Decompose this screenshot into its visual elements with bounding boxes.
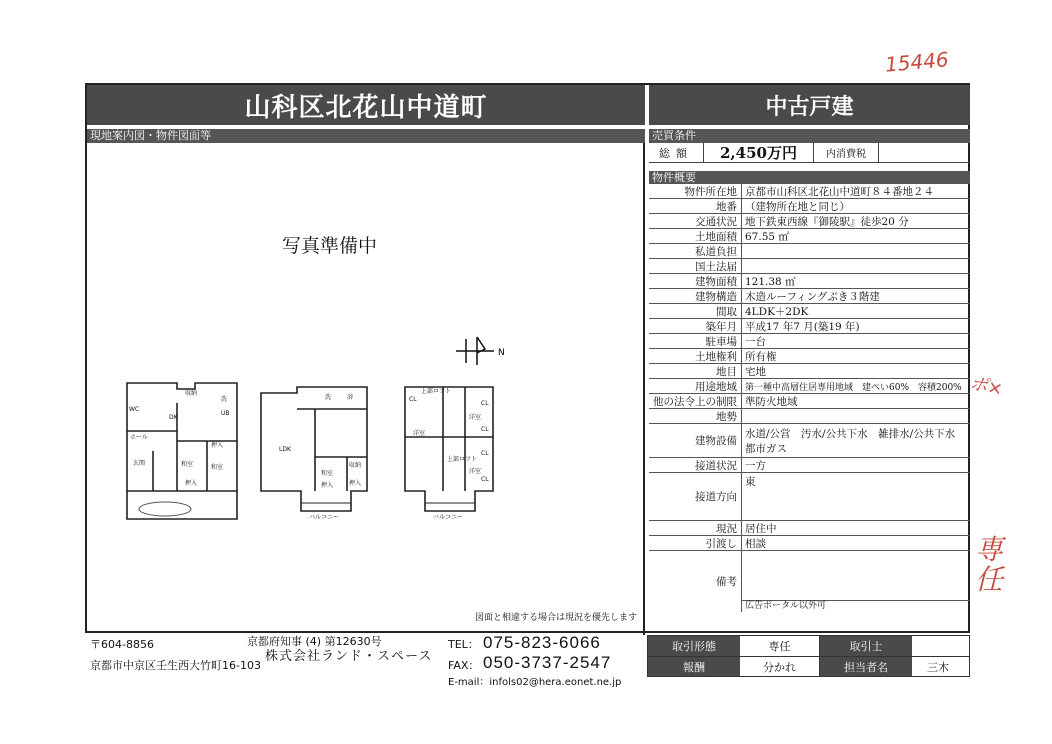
spec-row-other-law [649, 394, 970, 409]
plan-label: 押入 [211, 442, 224, 449]
spec-label: 地番 [649, 199, 742, 213]
plan-label: 収納 [185, 390, 198, 397]
plan-label: CL [481, 450, 489, 457]
transaction-row [648, 656, 969, 676]
plan-label: WC [129, 406, 140, 413]
spec-label: 引渡し [649, 536, 742, 550]
spec-value: 相談 [745, 537, 766, 550]
property-location-title: 山科区北花山中道町 [87, 85, 645, 125]
spec-value [742, 244, 970, 258]
compass-north-label: N [498, 348, 505, 358]
spec-label: 私道負担 [649, 244, 742, 258]
spec-row-access [649, 214, 970, 229]
facilities-line: 水道/公営 汚水/公共下水 雑排水/公共下水 [745, 427, 956, 440]
plan-label: 和室 [211, 464, 224, 471]
spec-row-land-area [649, 229, 970, 244]
disclaimer-text: 図面と相違する場合は現況を優先します [474, 613, 637, 623]
remarks-note: 広告ポータル以外可 [742, 600, 970, 612]
plan-label: 押入 [185, 480, 198, 487]
license-number: 京都府知事 (4) 第12630号 [247, 635, 382, 648]
tel-label: TEL： [448, 638, 479, 651]
fax-number: 050-3737-2547 [483, 653, 612, 672]
spec-label: 土地面積 [649, 229, 742, 243]
plan-label: 玄関 [133, 460, 146, 467]
spec-value: 準防火地域 [745, 395, 798, 408]
spec-value: 東 [745, 476, 756, 488]
handwritten-exclusive-note: 専任 [975, 533, 1004, 596]
plan-label: CL [481, 400, 489, 407]
spec-value [742, 551, 970, 612]
spec-value: 一方 [745, 459, 766, 472]
spec-row-land-law [649, 259, 970, 274]
spec-label: 建物構造 [649, 289, 742, 303]
spec-value: 67.55 ㎡ [745, 230, 789, 243]
spec-label: 建物設備 [649, 424, 742, 457]
spec-row-parking [649, 334, 970, 349]
plan-label: 洋室 [469, 414, 482, 421]
price-row [649, 143, 970, 163]
plan-label: 押入 [349, 480, 362, 487]
price-label: 総額 [649, 143, 704, 162]
spec-value: 京都市山科区北花山中道町８４番地２４ [745, 185, 934, 198]
staff-label: 担当者名 [820, 657, 912, 676]
handwritten-note: ポ× [967, 372, 1005, 401]
plan-label: 上部ロフト [421, 388, 452, 395]
map-and-plans-area [87, 143, 645, 635]
plan-label: 浴 [347, 394, 354, 401]
spec-value: （建物所在地と同じ） [745, 200, 850, 213]
spec-label: 用途地域 [649, 379, 742, 393]
spec-row-road-status [649, 458, 970, 473]
transaction-form-value: 専任 [740, 636, 820, 656]
spec-value: 地下鉄東西線『御陵駅』徒歩20 分 [745, 215, 909, 228]
overview-section-header: 物件概要 [649, 171, 970, 184]
spec-label: 物件所在地 [649, 184, 742, 198]
company-address: 京都市中京区壬生西大竹町16-103 [90, 659, 261, 672]
spec-row-handover [649, 536, 970, 551]
spec-label: 地目 [649, 364, 742, 378]
spec-row-road-direction [649, 473, 970, 521]
spec-label: 他の法令上の制限 [649, 394, 742, 408]
conditions-section-header: 売買条件 [649, 129, 970, 143]
spec-label: 備考 [649, 551, 742, 612]
spec-row-current [649, 521, 970, 536]
handwritten-number: 15446 [884, 47, 950, 77]
price-value: 2,450万円 [704, 143, 814, 162]
spec-row-facilities [649, 424, 970, 458]
spec-value [742, 424, 970, 457]
plan-label: 押入 [321, 482, 334, 489]
transaction-form-label: 取引形態 [648, 636, 740, 656]
plan-label: 和室 [321, 470, 334, 477]
plan-label: 収納 [349, 462, 362, 469]
tel-number: 075-823-6066 [483, 633, 601, 652]
plan-label: 洗 [221, 396, 228, 403]
spec-value: 所有権 [745, 350, 777, 363]
footer [85, 633, 970, 688]
spec-row-terrain [649, 409, 970, 424]
email-address: E-mail：infols02@hera.eonet.ne.jp [448, 677, 622, 688]
spec-value: 一台 [745, 335, 766, 348]
plan-label: DK [169, 414, 178, 421]
spec-row-address [649, 184, 970, 199]
postal-code: 〒604-8856 [90, 638, 154, 651]
spec-value [742, 259, 970, 273]
spec-label: 土地権利 [649, 349, 742, 363]
spec-label: 国土法届 [649, 259, 742, 273]
plan-label: 和室 [181, 461, 194, 468]
compass-icon [452, 331, 512, 371]
spec-row-private-road [649, 244, 970, 259]
plan-label: CL [409, 396, 417, 403]
map-section-header: 現地案内図・物件図面等 [87, 129, 645, 143]
company-name: 株式会社ランド・スペース [265, 649, 433, 664]
fax-label: FAX： [448, 659, 480, 672]
spec-label: 駐車場 [649, 334, 742, 348]
agent-value [912, 636, 969, 656]
spec-label: 築年月 [649, 319, 742, 333]
fee-label: 報酬 [648, 657, 740, 676]
spec-row-remarks [649, 551, 970, 612]
floor-plans [125, 381, 595, 529]
photo-placeholder: 写真準備中 [282, 235, 378, 257]
facilities-line: 都市ガス [745, 442, 787, 455]
property-type-title: 中古戸建 [649, 85, 970, 125]
plan-label: ホール [130, 434, 148, 441]
spec-label: 接道方向 [649, 473, 742, 520]
spec-value: 居住中 [745, 522, 777, 535]
listing-sheet [85, 83, 970, 633]
agent-label: 取引士 [820, 636, 912, 656]
spec-label: 地勢 [649, 409, 742, 423]
plan-label: UB [221, 410, 230, 417]
spec-row-category [649, 364, 970, 379]
spec-row-zoning [649, 379, 970, 394]
spec-label: 接道状況 [649, 458, 742, 472]
spec-row-structure [649, 289, 970, 304]
transaction-table [647, 635, 970, 677]
plan-label: バルコニー [309, 514, 340, 521]
staff-value: 三木 [927, 660, 949, 674]
plan-label: 洗 [325, 394, 332, 401]
spec-row-building-area [649, 274, 970, 289]
fee-value: 分かれ [740, 657, 820, 676]
spec-value: 木造ルーフィングぶき３階建 [745, 290, 880, 303]
plan-label: CL [481, 426, 489, 433]
plan-label: 洋室 [469, 468, 482, 475]
plan-label: CL [481, 476, 489, 483]
spec-value: 宅地 [745, 365, 766, 378]
property-spec-table [649, 184, 970, 612]
spec-label: 建物面積 [649, 274, 742, 288]
plan-label: LDK [279, 446, 291, 453]
plan-label: バルコニー [433, 514, 464, 521]
spec-value: 第一種中高層住居専用地域 建ぺい60% 容積200% [745, 382, 962, 393]
spec-value: 121.38 ㎡ [745, 275, 796, 288]
plan-label: 洋室 [413, 430, 426, 437]
spec-label: 交通状況 [649, 214, 742, 228]
spec-row-lot [649, 199, 970, 214]
spec-value [742, 409, 970, 423]
spec-value: 4LDK＋2DK [745, 305, 809, 318]
transaction-row [648, 636, 969, 656]
spec-row-rights [649, 349, 970, 364]
spec-row-built [649, 319, 970, 334]
spec-value: 平成17 年7 月(築19 年) [745, 320, 860, 333]
plan-label: 上部ロフト [447, 456, 478, 463]
spec-label: 現況 [649, 521, 742, 535]
spec-label: 間取 [649, 304, 742, 318]
tax-note: 内消費税 [814, 143, 879, 162]
spec-row-layout [649, 304, 970, 319]
